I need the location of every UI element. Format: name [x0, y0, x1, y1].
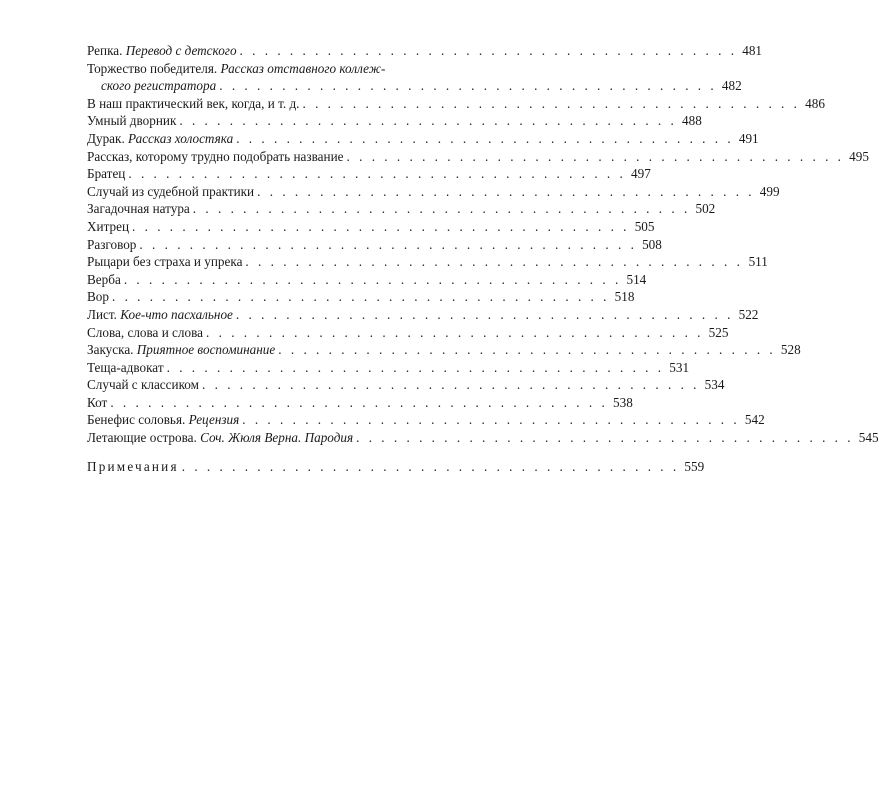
toc-entry[interactable]	[87, 42, 762, 60]
leader-dots: . . . . . . . . . . . . . . . . . . . . . . . . . . . . . . . . . . . . . . . .	[202, 377, 700, 393]
toc-entry[interactable]	[87, 411, 765, 429]
entry-title: Репка.	[87, 43, 123, 58]
entry-page: 514	[626, 271, 647, 287]
entry-page: 486	[805, 95, 825, 111]
entry-title: Теща-адвокат	[87, 359, 164, 375]
entry-page: 525	[708, 324, 729, 340]
leader-dots: . . . . . . . . . . . . . . . . . . . . . . . . . . . . . . . . . . . . . . . .	[236, 130, 734, 146]
entry-subtitle: ского регистратора	[101, 78, 217, 94]
toc-entry[interactable]	[87, 112, 702, 130]
entry-title: Закуска.	[87, 342, 134, 358]
entry-title: Торжество победителя.	[87, 60, 218, 76]
entry-title: Случай с классиком	[87, 377, 199, 393]
toc-entry-continuation[interactable]	[87, 77, 742, 95]
toc-entry[interactable]	[87, 236, 662, 254]
toc-entry[interactable]	[87, 376, 725, 394]
leader-dots: . . . . . . . . . . . . . . . . . . . . . . . . . . . . . . . . . . . . . . . .	[132, 218, 630, 234]
entry-title: Верба	[87, 271, 121, 287]
entry-title: Умный дворник	[87, 113, 177, 129]
toc-entry[interactable]	[87, 341, 801, 359]
toc-entry[interactable]	[87, 306, 759, 324]
toc-entry[interactable]	[87, 60, 450, 78]
leader-dots: . . . . . . . . . . . . . . . . . . . . . . . . . . . . . . . . . . . . . . . .	[179, 113, 677, 129]
leader-dots: . . . . . . . . . . . . . . . . . . . . . . . . . . . . . . . . . . . . . . . .	[356, 430, 854, 446]
leader-dots: . . . . . . . . . . . . . . . . . . . . . . . . . . . . . . . . . . . . . . . .	[219, 78, 717, 94]
entry-page: 482	[721, 78, 742, 94]
entry-subtitle: Рецензия	[188, 412, 240, 428]
entry-subtitle: Рассказ отставного коллеж-	[220, 60, 386, 76]
entry-page: 511	[748, 254, 768, 270]
entry-page: 534	[704, 377, 725, 393]
entry-title: Бенефис соловья.	[87, 412, 186, 428]
entry-title: Братец	[87, 166, 126, 182]
entry-page: 505	[634, 218, 655, 234]
entry-page: 491	[738, 130, 759, 146]
toc-entry[interactable]	[87, 183, 780, 201]
toc-entry[interactable]	[87, 218, 655, 236]
entry-page: 542	[744, 412, 765, 428]
leader-dots: . . . . . . . . . . . . . . . . . . . . . . . . . . . . . . . . . . . . . . . .	[346, 148, 844, 164]
toc-entry[interactable]	[87, 95, 825, 113]
entry-title: Вор	[87, 289, 109, 305]
entry-title: Летающие острова.	[87, 430, 197, 446]
entry-title: Слова, слова и слова	[87, 324, 203, 340]
toc-entry[interactable]	[87, 200, 716, 218]
leader-dots: . . . . . . . . . . . . . . . . . . . . . . . . . . . . . . . . . . . . . . . .	[239, 43, 737, 58]
entry-subtitle: Соч. Жюля Верна. Пародия	[200, 430, 354, 446]
entry-page: 481	[742, 43, 762, 58]
toc-entry[interactable]	[87, 359, 690, 377]
entry-page: 499	[759, 183, 780, 199]
leader-dots: . . . . . . . . . . . . . . . . . . . . . . . . . . . . . . . . . . . . . . . .	[139, 236, 637, 252]
toc-entry[interactable]	[87, 253, 768, 271]
leader-dots: . . . . . . . . . . . . . . . . . . . . . . . . . . . . . . . . . . . . . . . .	[111, 289, 610, 305]
toc-entry[interactable]	[87, 165, 651, 183]
entry-title: Разговор	[87, 236, 137, 252]
entry-subtitle: Перевод с детского	[125, 43, 237, 58]
entry-title: Дурак.	[87, 130, 125, 146]
entry-page: 545	[858, 430, 879, 446]
toc-entry[interactable]	[87, 394, 633, 412]
leader-dots: . . . . . . . . . . . . . . . . . . . . . . . . . . . . . . . . . . . . . . . .	[235, 306, 734, 322]
toc-entry[interactable]	[87, 429, 879, 447]
spacer	[87, 447, 450, 458]
entry-page: 518	[614, 289, 635, 305]
toc-entry[interactable]	[87, 130, 759, 148]
entry-page: 488	[682, 113, 702, 129]
entry-title: Рассказ, которому трудно подобрать название	[87, 148, 344, 164]
toc-entry[interactable]	[87, 288, 635, 306]
notes-page: 559	[684, 458, 705, 474]
entry-title: Кот	[87, 394, 108, 410]
table-of-contents	[87, 42, 879, 475]
entry-page: 497	[631, 166, 651, 182]
leader-dots: . . . . . . . . . . . . . . . . . . . . . . . . . . . . . . . . . . . . . . . .	[123, 271, 622, 287]
entry-page: 502	[695, 201, 716, 217]
notes-title: Примечания	[87, 458, 179, 474]
leader-dots: . . . . . . . . . . . . . . . . . . . . . . . . . . . . . . . . . . . . . . . .	[257, 183, 755, 199]
entry-title: Случай из судебной практики	[87, 183, 255, 199]
entry-page: 508	[642, 236, 662, 252]
leader-dots: . . . . . . . . . . . . . . . . . . . . . . . . . . . . . . . . . . . . . . . .	[192, 201, 691, 217]
entry-page: 522	[738, 306, 759, 322]
entry-subtitle: Приятное воспоминание	[136, 342, 276, 358]
leader-dots: . . . . . . . . . . . . . . . . . . . . . . . . . . . . . . . . . . . . . . . .	[278, 342, 776, 358]
entry-title: Рыцари без страха и упрека	[87, 254, 243, 270]
leader-dots: . . . . . . . . . . . . . . . . . . . . . . . . . . . . . . . . . . . . . . . .	[110, 394, 608, 410]
entry-page: 538	[613, 394, 633, 410]
entry-title: Хитрец	[87, 218, 130, 234]
entry-title: Загадочная натура	[87, 201, 190, 217]
entry-page: 528	[780, 342, 801, 358]
leader-dots: . . . . . . . . . . . . . . . . . . . . . . . . . . . . . . . . . . . . . . . .	[181, 458, 680, 474]
entry-title: Лист.	[87, 306, 117, 322]
leader-dots: . . . . . . . . . . . . . . . . . . . . . . . . . . . . . . . . . . . . . . . .	[242, 412, 740, 428]
leader-dots: . . . . . . . . . . . . . . . . . . . . . . . . . . . . . . . . . . . . . . . .	[166, 359, 665, 375]
entry-subtitle: Кое-что пасхальное	[120, 306, 233, 322]
leader-dots: . . . . . . . . . . . . . . . . . . . . . . . . . . . . . . . . . . . . . . . .	[245, 254, 743, 270]
leader-dots: . . . . . . . . . . . . . . . . . . . . . . . . . . . . . . . . . . . . . . . .	[206, 324, 704, 340]
leader-dots: . . . . . . . . . . . . . . . . . . . . . . . . . . . . . . . . . . . . . . . .	[302, 95, 800, 111]
toc-entry[interactable]	[87, 271, 647, 289]
leader-dots: . . . . . . . . . . . . . . . . . . . . . . . . . . . . . . . . . . . . . . . .	[128, 166, 626, 182]
entry-subtitle: Рассказ холостяка	[128, 130, 234, 146]
toc-entry-notes[interactable]	[87, 458, 705, 476]
entry-page: 531	[669, 359, 690, 375]
entry-page: 495	[849, 148, 869, 164]
toc-entry[interactable]	[87, 324, 729, 342]
toc-entry[interactable]	[87, 148, 869, 166]
entry-title: В наш практический век, когда, и т. д.	[87, 95, 300, 111]
